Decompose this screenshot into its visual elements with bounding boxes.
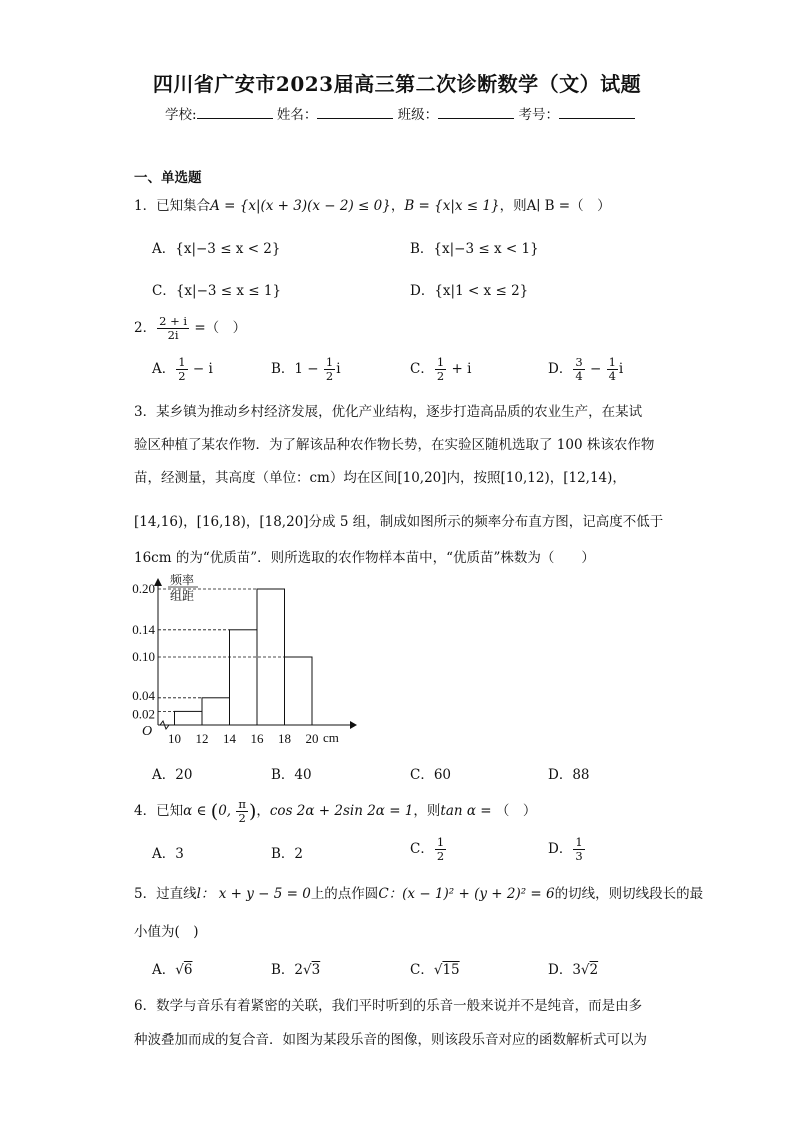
q6-line-1: 6．数学与音乐有着紧密的关联，我们平时听到的乐音一般来说并不是纯音，而是由多 xyxy=(134,998,643,1014)
histogram-bar-10-12 xyxy=(175,711,203,725)
q1-comma: ， xyxy=(390,198,405,214)
q2-d-tail: i xyxy=(618,361,624,377)
q5-option-d[interactable] xyxy=(548,958,598,978)
exam-no-blank[interactable] xyxy=(559,105,635,119)
q2-ask: =（ ） xyxy=(190,320,247,336)
school-blank[interactable] xyxy=(197,105,273,119)
q2-b-tail: i xyxy=(336,361,341,377)
q4-d-label: D． xyxy=(548,841,573,857)
q2-option-a[interactable] xyxy=(152,356,213,383)
y-axis-label-numerator: 频率 xyxy=(170,573,195,587)
q5-d-radicand: 2 xyxy=(589,962,599,978)
q4-d-num: 1 xyxy=(575,835,583,849)
q5-head: 5．过直线 xyxy=(134,886,197,902)
q1-ask: ，则A∣ B =（ ） xyxy=(499,198,611,214)
q4-equation: cos 2α + 2sin 2α = 1 xyxy=(269,803,414,819)
q2-d-den1: 4 xyxy=(575,369,583,383)
q5-c-radicand: 15 xyxy=(442,962,460,978)
q2-c-tail: + i xyxy=(447,361,472,377)
q2-d-den2: 4 xyxy=(608,369,616,383)
q2-c-den: 2 xyxy=(436,369,445,383)
name-blank[interactable] xyxy=(317,105,393,119)
x-tick-label-20: 20 xyxy=(305,731,319,746)
question-1 xyxy=(134,196,611,216)
q4-c-label: C． xyxy=(410,841,434,857)
q3-line-3: 苗，经测量，其高度（单位：cm）均在区间[10,20]内，按照[10,12)，[12,14)， xyxy=(134,470,626,486)
q5-tail: 的切线，则切线段长的最 xyxy=(554,886,704,902)
q4-option-b[interactable]: B．2 xyxy=(271,846,304,862)
question-5 xyxy=(134,884,703,904)
q2-d-num1: 3 xyxy=(575,355,583,369)
exam-no-label: 考号： xyxy=(518,107,559,123)
q5-option-b[interactable] xyxy=(271,958,320,978)
q1-set-a: A = {x|(x + 3)(x − 2) ≤ 0} xyxy=(210,198,391,214)
x-tick-label-18: 18 xyxy=(278,731,291,746)
histogram-bar-18-20 xyxy=(285,657,313,725)
q2-denominator: 2i xyxy=(167,328,179,342)
q2-b-head: 1 − xyxy=(294,361,323,377)
q3-option-a[interactable]: A．20 xyxy=(152,767,193,783)
x-tick-label-10: 10 xyxy=(168,731,181,746)
q2-option-c[interactable] xyxy=(410,356,471,383)
q1-option-c[interactable]: C．{x|−3 ≤ x ≤ 1} xyxy=(152,283,282,299)
y-tick-label-0.10: 0.10 xyxy=(132,649,155,664)
q5-d-label: D． xyxy=(548,962,573,978)
y-tick-label-0.20: 0.20 xyxy=(132,581,155,596)
x-tick-label-16: 16 xyxy=(250,731,264,746)
q2-a-den: 2 xyxy=(178,369,186,383)
q5-b-radicand: 3 xyxy=(311,962,321,978)
q2-a-tail: − i xyxy=(188,361,213,377)
x-tick-label-14: 14 xyxy=(223,731,236,746)
page-title: 四川省广安市2023届高三第二次诊断数学（文）试题 xyxy=(152,72,642,96)
q2-a-label: A． xyxy=(152,361,176,377)
frequency-histogram xyxy=(128,570,368,752)
q2-a-num: 1 xyxy=(178,355,186,369)
q1-stem: 1．已知集合 xyxy=(134,198,211,214)
q3-line-5: 16cm 的为“优质苗”．则所选取的农作物样本苗中，“优质苗”株数为（ ） xyxy=(134,550,595,566)
q2-d-label: D． xyxy=(548,361,573,377)
y-tick-label-0.14: 0.14 xyxy=(132,621,155,637)
q3-line-2: 验区种植了某农作物．为了解该品种农作物长势，在实验区随机选取了 100 株该农作物 xyxy=(134,437,655,453)
q4-option-a[interactable]: A．3 xyxy=(152,846,184,862)
q5-a-label: A． xyxy=(152,962,176,978)
q3-option-c[interactable]: C．60 xyxy=(410,767,452,783)
q3-line-1: 3．某乡镇为推动乡村经济发展，优化产业结构，逐步打造高品质的农业生产，在某试 xyxy=(134,404,643,420)
q3-option-b[interactable]: B．40 xyxy=(271,767,312,783)
q5-c-root: √ xyxy=(433,962,443,978)
question-2 xyxy=(134,315,246,342)
q1-option-a[interactable]: A．{x|−3 ≤ x < 2} xyxy=(152,241,281,257)
class-label: 班级： xyxy=(397,107,439,123)
q1-set-b: B = {x|x ≤ 1} xyxy=(404,198,500,214)
q4-tan: tan α = xyxy=(440,803,496,819)
q4-zero: 0, xyxy=(218,803,236,819)
y-axis-arrow xyxy=(154,578,162,586)
q5-a-radicand: 6 xyxy=(183,962,193,978)
q5-c-label: C． xyxy=(410,962,434,978)
q4-ask-tail: （ ） xyxy=(495,803,537,819)
y-tick-label-0.02: 0.02 xyxy=(132,706,155,722)
x-axis-arrow xyxy=(350,721,357,729)
q2-b-den: 2 xyxy=(325,369,334,383)
y-axis-label-denominator: 组距 xyxy=(170,589,195,603)
q4-c-den: 2 xyxy=(436,849,445,863)
q1-option-b[interactable]: B．{x|−3 ≤ x < 1} xyxy=(410,241,539,257)
x-axis-unit-label: cm xyxy=(323,730,339,745)
q4-d-den: 3 xyxy=(575,849,583,863)
q5-option-c[interactable] xyxy=(410,958,460,978)
q4-pi: π xyxy=(238,797,246,811)
q2-numerator: 2 + i xyxy=(159,314,188,328)
q2-option-b[interactable] xyxy=(271,356,341,383)
q5-line-2: 小值为( ) xyxy=(134,924,199,940)
q3-line-4: [14,16)，[16,18)，[18,20]分成 5 组，制成如图所示的频率分布直方图，记高度不低于 xyxy=(134,514,664,530)
school-label: 学校: xyxy=(165,107,197,123)
y-tick-label-0.04: 0.04 xyxy=(132,687,155,703)
q2-d-mid: − xyxy=(585,361,606,377)
q2-c-num: 1 xyxy=(436,355,445,369)
q4-alpha-in: α ∈ xyxy=(183,803,211,819)
class-blank[interactable] xyxy=(438,105,514,119)
section-heading: 一、单选题 xyxy=(134,170,202,186)
q5-mid: 上的点作圆 xyxy=(310,886,379,902)
q2-fraction xyxy=(157,315,189,342)
q4-c-num: 1 xyxy=(436,835,445,849)
q5-b-root: 2√ xyxy=(294,962,312,978)
question-4 xyxy=(134,798,536,825)
q2-b-num: 1 xyxy=(325,355,334,369)
q4-stem: 4．已知 xyxy=(134,803,184,819)
q4-two: 2 xyxy=(238,811,246,825)
q1-option-d[interactable]: D．{x|1 < x ≤ 2} xyxy=(410,283,529,299)
name-label: 姓名： xyxy=(276,107,318,123)
q5-circle: C：(x − 1)² + (y + 2)² = 6 xyxy=(378,886,555,902)
q3-option-d[interactable]: D．88 xyxy=(548,767,590,783)
origin-label: O xyxy=(141,724,153,739)
q4-close-paren: ) xyxy=(248,800,257,823)
q6-line-2: 种波叠加而成的复合音．如图为某段乐音的图像，则该段乐音对应的函数解析式可以为 xyxy=(134,1032,647,1048)
q2-c-label: C． xyxy=(410,361,434,377)
q5-d-root: 3√ xyxy=(572,962,590,978)
q4-option-c[interactable] xyxy=(410,836,447,863)
q4-ask-head: ，则 xyxy=(413,803,441,819)
q2-d-num2: 1 xyxy=(608,355,616,369)
histogram-bar-14-16 xyxy=(230,630,258,725)
header-info xyxy=(165,103,635,123)
q2-b-label: B． xyxy=(271,361,295,377)
q5-b-label: B． xyxy=(271,962,295,978)
q4-comma: ， xyxy=(256,803,270,819)
q5-line-l: l： x + y − 5 = 0 xyxy=(196,886,311,902)
q2-number: 2． xyxy=(134,320,157,336)
q2-option-d[interactable] xyxy=(548,356,623,383)
histogram-bar-12-14 xyxy=(202,698,230,725)
q5-a-root: √ xyxy=(175,962,184,978)
x-tick-label-12: 12 xyxy=(195,731,209,746)
q5-option-a[interactable] xyxy=(152,958,192,978)
q4-option-d[interactable] xyxy=(548,836,586,863)
q4-open-paren: ( xyxy=(210,800,219,823)
